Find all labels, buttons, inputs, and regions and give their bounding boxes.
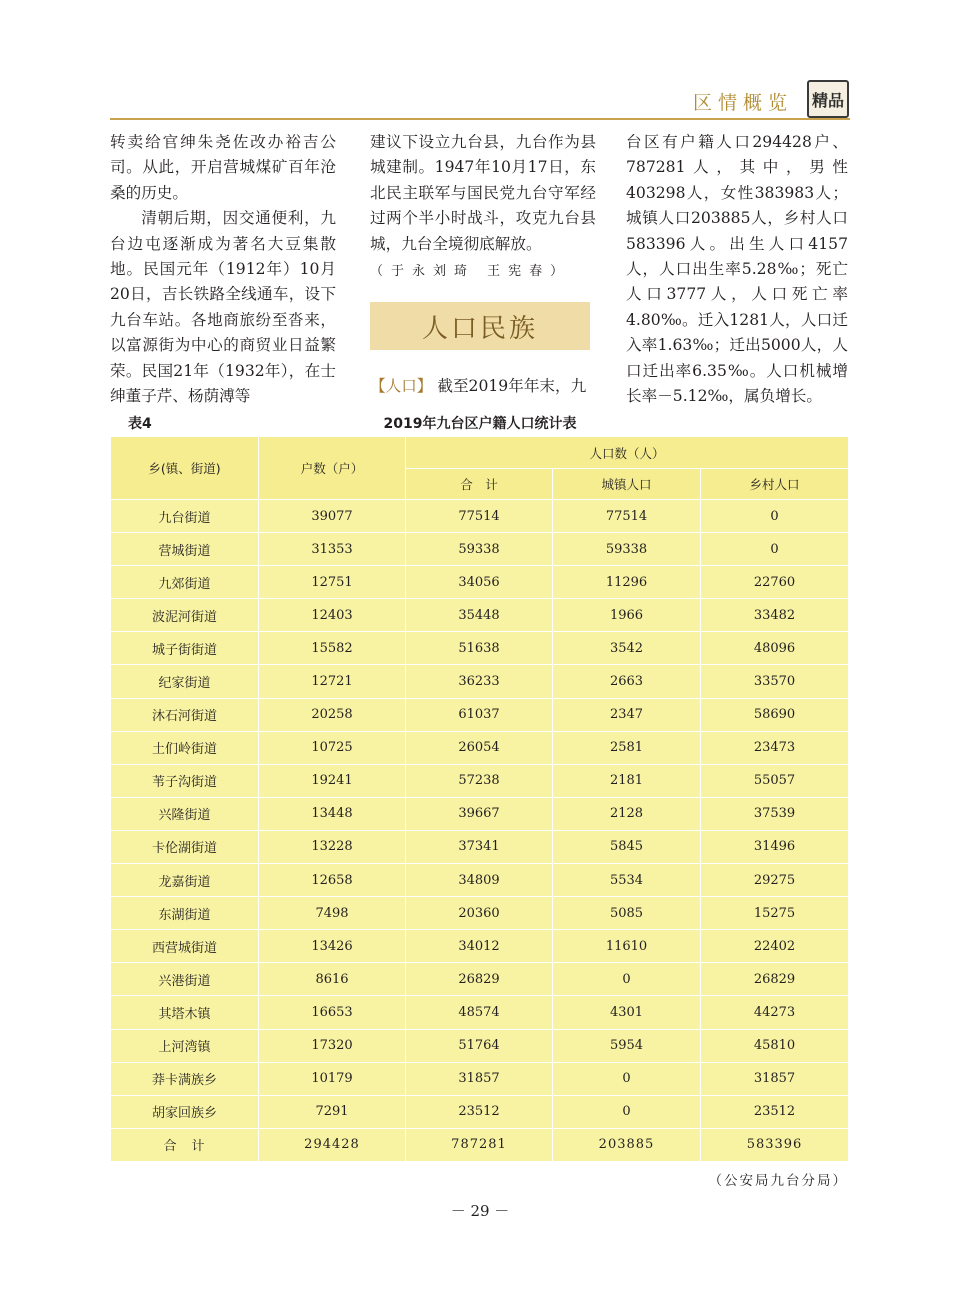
cell-total: 51638 [406,632,553,665]
text-column-1 [110,130,336,409]
paragraph-text: 截至2019年年末，九 [432,377,587,395]
table-body [111,500,849,1162]
cell-rural: 33570 [701,665,849,698]
cell-total: 34012 [406,930,553,963]
cell-rural: 45810 [701,1029,849,1062]
cell-total: 57238 [406,764,553,797]
cell-urban: 1966 [553,599,701,632]
section-title-population: 人口民族 [370,302,590,350]
table-row [111,830,849,863]
cell-urban: 0 [553,963,701,996]
cell-area: 西营城街道 [111,930,259,963]
data-source: （公安局九台分局） [708,1173,848,1189]
paragraph: 建议下设立九台县，九台作为县城建制。1947年10月17日，东北民主联军与国民党九台守军经过两个半小时战斗，攻克九台县城，九台全境彻底解放。 [370,133,596,253]
paragraph: 转卖给官绅朱尧佐改办裕吉公司。从此，开启营城煤矿百年沧桑的历史。 [110,133,336,202]
cell-area: 兴隆街道 [111,797,259,830]
cell-total: 48574 [406,996,553,1029]
cell-area: 城子街街道 [111,632,259,665]
table-total-row [111,1128,849,1161]
cell-total: 36233 [406,665,553,698]
cell-total: 77514 [406,500,553,533]
header-rural: 乡村人口 [701,469,849,500]
cell-urban: 2181 [553,764,701,797]
text-column-2-lower [370,374,596,399]
cell-households: 294428 [259,1128,406,1161]
cell-area: 营城街道 [111,533,259,566]
table-row [111,963,849,996]
cell-households: 19241 [259,764,406,797]
table-row [111,1029,849,1062]
header-divider [110,118,850,120]
table-row [111,566,849,599]
table-row [111,797,849,830]
cell-total: 31857 [406,1062,553,1095]
cell-rural: 37539 [701,797,849,830]
cell-rural: 22402 [701,930,849,963]
cell-area: 兴港街道 [111,963,259,996]
cell-total: 35448 [406,599,553,632]
cell-area: 九台街道 [111,500,259,533]
cell-total: 787281 [406,1128,553,1161]
cell-urban: 11610 [553,930,701,963]
table-row [111,500,849,533]
cell-area: 沐石河街道 [111,698,259,731]
cell-total: 20360 [406,897,553,930]
cell-area: 东湖街道 [111,897,259,930]
table-row [111,1095,849,1128]
cell-area: 莽卡满族乡 [111,1062,259,1095]
table-row [111,665,849,698]
cell-area: 胡家回族乡 [111,1095,259,1128]
table-label: 表4 [128,416,152,432]
table-title: 2019年九台区户籍人口统计表 [383,416,577,432]
table-row [111,1062,849,1095]
table-row [111,533,849,566]
table-row [111,897,849,930]
table-row [111,764,849,797]
cell-rural: 23473 [701,731,849,764]
cell-area: 龙嘉街道 [111,864,259,897]
header-area: 乡(镇、街道) [111,437,259,500]
cell-households: 12658 [259,864,406,897]
cell-households: 13228 [259,830,406,863]
cell-urban: 2581 [553,731,701,764]
cell-total: 39667 [406,797,553,830]
cell-total: 23512 [406,1095,553,1128]
cell-total: 26054 [406,731,553,764]
cell-area: 卡伦湖街道 [111,830,259,863]
cell-area: 纪家街道 [111,665,259,698]
cell-urban: 11296 [553,566,701,599]
cell-total: 51764 [406,1029,553,1062]
cell-households: 7291 [259,1095,406,1128]
cell-households: 17320 [259,1029,406,1062]
cell-households: 12721 [259,665,406,698]
cell-area: 土们岭街道 [111,731,259,764]
cell-area: 上河湾镇 [111,1029,259,1062]
cell-rural: 55057 [701,764,849,797]
cell-households: 13426 [259,930,406,963]
cell-households: 16653 [259,996,406,1029]
cell-area: 其塔木镇 [111,996,259,1029]
cell-households: 12403 [259,599,406,632]
paragraph: 清朝后期，因交通便利，九台边屯逐渐成为著名大豆集散地。民国元年（1912年）10月20日，吉长铁路全线通车，设下九台车站。各地商旅纷至沓来，以富源街为中心的商贸业日益繁荣。民国21年（1932年），在士绅董子芹、杨荫溥等 [110,209,336,406]
table-row [111,930,849,963]
table-row [111,731,849,764]
page-number: － 29 － [450,1202,510,1220]
cell-rural: 29275 [701,864,849,897]
cell-households: 31353 [259,533,406,566]
header-households: 户数（户） [259,437,406,500]
cell-urban: 203885 [553,1128,701,1161]
cell-rural: 31857 [701,1062,849,1095]
cell-urban: 77514 [553,500,701,533]
cell-total: 37341 [406,830,553,863]
table-row [111,698,849,731]
cell-total: 26829 [406,963,553,996]
header-population: 人口数（人） [406,437,849,469]
cell-urban: 5085 [553,897,701,930]
cell-urban: 59338 [553,533,701,566]
cell-rural: 15275 [701,897,849,930]
cell-urban: 2347 [553,698,701,731]
cell-households: 39077 [259,500,406,533]
population-table [110,436,849,1162]
author-credit: （于永刘琦 王宪春） [370,264,572,280]
cell-households: 8616 [259,963,406,996]
cell-households: 10179 [259,1062,406,1095]
cell-total: 34809 [406,864,553,897]
cell-area: 合 计 [111,1128,259,1161]
cell-households: 10725 [259,731,406,764]
cell-urban: 0 [553,1062,701,1095]
cell-total: 61037 [406,698,553,731]
text-column-3 [626,130,848,409]
table-row [111,864,849,897]
cell-rural: 44273 [701,996,849,1029]
cell-area: 波泥河街道 [111,599,259,632]
cell-urban: 2663 [553,665,701,698]
cell-households: 13448 [259,797,406,830]
cell-rural: 0 [701,500,849,533]
cell-rural: 31496 [701,830,849,863]
cell-urban: 5534 [553,864,701,897]
section-header-title: 区情概览 [693,92,794,114]
cell-area: 九郊街道 [111,566,259,599]
paragraph: 台区有户籍人口294428户、787281人，其中，男性403298人，女性383983人；城镇人口203885人，乡村人口583396人。出生人口4157人，人口出生率5.28‰；死亡人口3777人，人口死亡率4.80‰。迁入1281人，人口迁入率1.63‰；迁出5000人，人口迁出率6.35‰。人口机械增长率－5.12‰，属负增长。 [626,133,848,406]
cell-urban: 5954 [553,1029,701,1062]
cell-rural: 23512 [701,1095,849,1128]
cell-urban: 3542 [553,632,701,665]
cell-households: 12751 [259,566,406,599]
cell-total: 59338 [406,533,553,566]
cell-rural: 33482 [701,599,849,632]
cell-rural: 26829 [701,963,849,996]
cell-rural: 48096 [701,632,849,665]
table-row [111,996,849,1029]
cell-rural: 583396 [701,1128,849,1161]
header-urban: 城镇人口 [553,469,701,500]
table-row [111,599,849,632]
cell-urban: 5845 [553,830,701,863]
cell-urban: 2128 [553,797,701,830]
jingpin-logo-icon: 精品 [807,80,849,118]
cell-households: 15582 [259,632,406,665]
cell-households: 20258 [259,698,406,731]
cell-total: 34056 [406,566,553,599]
cell-urban: 0 [553,1095,701,1128]
paragraph [370,374,596,399]
cell-area: 苇子沟街道 [111,764,259,797]
table-row [111,632,849,665]
header-total: 合 计 [406,469,553,500]
entry-tag: 【人口】 [370,377,433,395]
cell-rural: 0 [701,533,849,566]
cell-rural: 22760 [701,566,849,599]
text-column-2 [370,130,596,284]
cell-urban: 4301 [553,996,701,1029]
cell-rural: 58690 [701,698,849,731]
cell-households: 7498 [259,897,406,930]
